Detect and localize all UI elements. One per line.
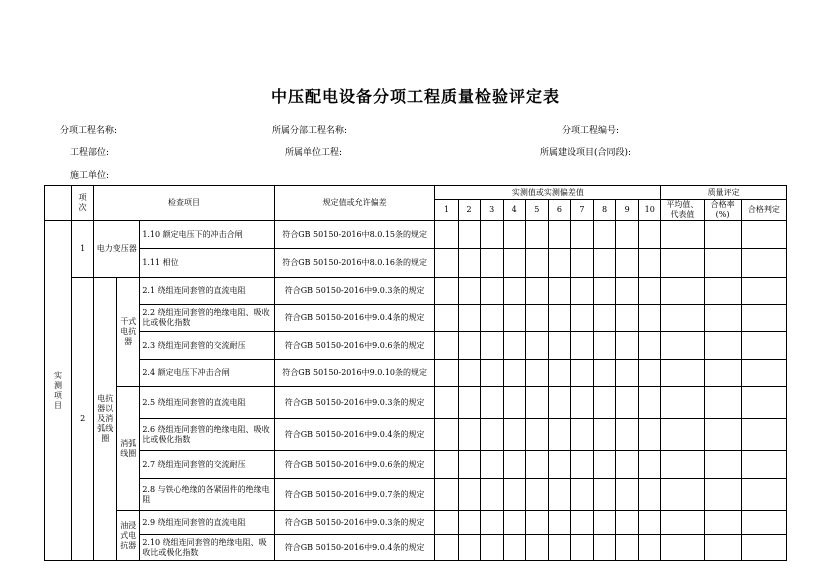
group-seq: 1 (72, 221, 94, 278)
contract-section-label: 所属建设项目(合同段): (540, 148, 632, 158)
spec-value: 符合GB 50150-2016中9.0.3条的规定 (274, 511, 435, 535)
check-item: 2.8 与铁心绝缘的各紧固件的绝缘电阻 (140, 479, 275, 511)
project-location-label: 工程部位: (70, 148, 110, 158)
check-item: 2.4 额定电压下冲击合闸 (140, 360, 275, 387)
spec-value: 符合GB 50150-2016中9.0.10条的规定 (274, 360, 435, 387)
check-item: 2.1 绕组连同套管的直流电阻 (140, 278, 275, 305)
parent-project-name-label: 所属分部工程名称: (272, 126, 348, 136)
check-item: 2.7 绕组连同套管的交流耐压 (140, 451, 275, 479)
check-item: 2.9 绕组连同套管的直流电阻 (140, 511, 275, 535)
measure-num: 5 (525, 200, 548, 221)
check-item: 2.6 绕组连同套管的绝缘电阻、吸收比或极化指数 (140, 419, 275, 451)
spec-value: 符合GB 50150-2016中9.0.4条的规定 (274, 305, 435, 332)
measure-num: 3 (480, 200, 503, 221)
check-item: 2.10 绕组连同套管的绝缘电阻、吸收比或极化指数 (140, 535, 275, 561)
measure-num: 7 (570, 200, 593, 221)
page-title: 中压配电设备分项工程质量检验评定表 (270, 87, 560, 106)
check-item: 2.5 绕组连同套管的直流电阻 (140, 387, 275, 419)
measure-num: 2 (458, 200, 480, 221)
measured-header: 实测值或实测偏差值 (435, 186, 661, 200)
check-item: 2.3 绕组连同套管的交流耐压 (140, 332, 275, 360)
judge-header: 合格判定 (741, 200, 786, 221)
check-item: 1.11 相位 (140, 249, 275, 278)
measure-num: 6 (548, 200, 570, 221)
spec-value: 符合GB 50150-2016中9.0.3条的规定 (274, 387, 435, 419)
seq-header: 项 次 (72, 186, 94, 221)
pass-rate-header: 合格率(%) (704, 200, 741, 221)
spec-value: 符合GB 50150-2016中9.0.7条的规定 (274, 479, 435, 511)
blank-corner-cell (45, 186, 72, 221)
avg-header: 平均值、代表值 (661, 200, 704, 221)
unit-project-label: 所属单位工程: (285, 148, 343, 158)
spec-header: 规定值或允许偏差 (274, 186, 435, 221)
inspection-table (44, 185, 787, 561)
group-name: 电力变压器 (94, 221, 140, 278)
check-item: 2.2 绕组连同套管的绝缘电阻、吸收比或极化指数 (140, 305, 275, 332)
measure-num: 9 (616, 200, 639, 221)
measure-num: 8 (594, 200, 616, 221)
spec-value: 符合GB 50150-2016中9.0.3条的规定 (274, 278, 435, 305)
spec-value: 符合GB 50150-2016中9.0.4条的规定 (274, 419, 435, 451)
subgroup-name: 干式电抗器 (117, 278, 140, 387)
spec-value: 符合GB 50150-2016中9.0.6条的规定 (274, 451, 435, 479)
spec-value: 符合GB 50150-2016中9.0.6条的规定 (274, 332, 435, 360)
sub-project-name-label: 分项工程名称: (60, 126, 118, 136)
subgroup-name: 消弧线圈 (117, 387, 140, 511)
construction-unit-label: 施工单位: (70, 171, 110, 181)
group-seq: 2 (72, 278, 94, 561)
sub-project-no-label: 分项工程编号: (562, 126, 620, 136)
measure-num: 4 (503, 200, 525, 221)
spec-value: 符合GB 50150-2016中8.0.16条的规定 (274, 249, 435, 278)
item-header: 检查项目 (94, 186, 275, 221)
spec-value: 符合GB 50150-2016中8.0.15条的规定 (274, 221, 435, 249)
measure-num: 10 (639, 200, 661, 221)
group-name: 电抗器以及消弧线圈 (94, 278, 117, 561)
check-item: 1.10 额定电压下的冲击合闸 (140, 221, 275, 249)
spec-value: 符合GB 50150-2016中9.0.4条的规定 (274, 535, 435, 561)
quality-header: 质量评定 (661, 186, 787, 200)
subgroup-name: 油浸式电抗器 (117, 511, 140, 561)
section-label: 实 测 项 目 (45, 221, 72, 561)
measure-num: 1 (435, 200, 458, 221)
